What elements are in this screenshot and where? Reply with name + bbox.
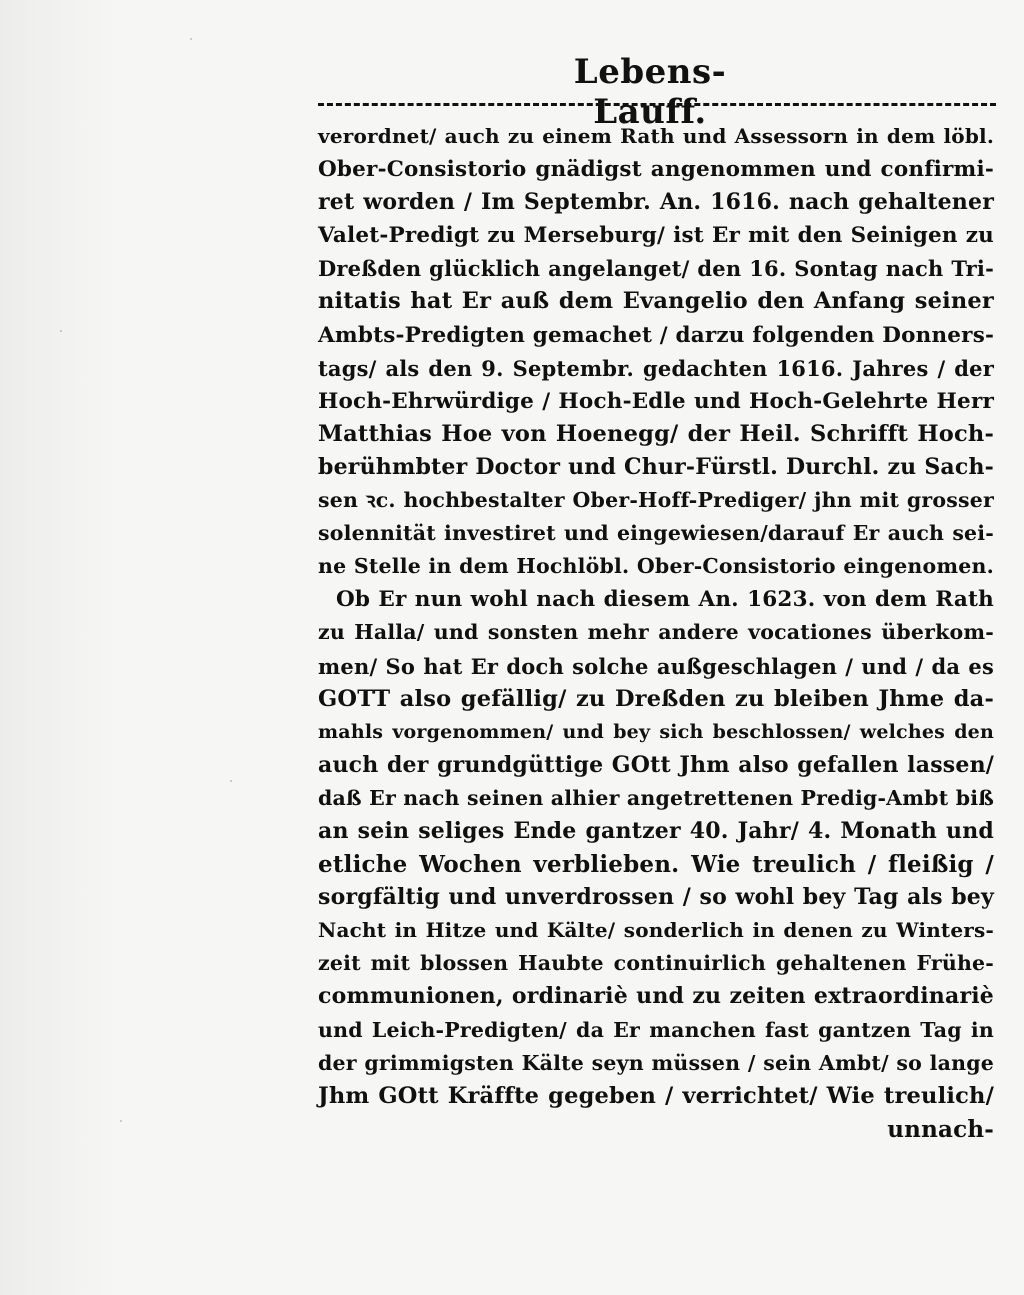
paper-speck <box>60 330 62 332</box>
text-line: nitatis hat Er auß dem Evangelio den Anfang seiner <box>318 288 994 315</box>
text-line: sen ꝛc. hochbestalter Ober-Hoff-Prediger/ jhn mit grosser <box>318 488 994 513</box>
page-margin-shadow <box>0 0 120 1295</box>
text-line: GOTT also gefällig/ zu Dreßden zu bleiben Jhme da- <box>318 685 994 712</box>
text-line: etliche Wochen verblieben. Wie treulich / fleißig / <box>318 851 994 879</box>
text-line: zu Halla/ und sonsten mehr andere vocationes überkom- <box>318 620 994 645</box>
text-line: ret worden / Im Septembr. An. 1616. nach gehaltener <box>318 189 994 216</box>
running-head: Lebens-Lauff. <box>573 52 727 132</box>
text-line: mahls vorgenommen/ und bey sich beschlossen/ welches den <box>318 720 994 743</box>
text-line: Ober-Consistorio gnädigst angenommen und confirmi- <box>318 157 994 183</box>
text-line: ne Stelle in dem Hochlöbl. Ober-Consistorio eingenomen. <box>318 554 994 579</box>
text-line: daß Er nach seinen alhier angetrettenen Predig-Ambt biß <box>318 785 995 810</box>
body-text <box>318 120 994 1146</box>
text-line: der grimmigsten Kälte seyn müssen / sein Ambt/ so lange <box>318 1050 994 1075</box>
text-line: tags/ als den 9. Septembr. gedachten 1616. Jahres / der <box>318 355 994 381</box>
header-rule <box>318 103 996 106</box>
text-line: verordnet/ auch zu einem Rath und Assessorn in dem löbl. <box>318 124 994 148</box>
text-line-name: Matthias Hoe von Hoenegg/ der Heil. Schrifft Hoch- <box>318 420 994 447</box>
text-line: Ambts-Predigten gemachet / darzu folgenden Donners- <box>318 322 995 348</box>
text-line: solennität investiret und eingewiesen/darauf Er auch sei- <box>318 521 994 546</box>
text-line: Hoch-Ehrwürdige / Hoch-Edle und Hoch-Gelehrte Herr <box>318 388 994 414</box>
text-line: Dreßden glücklich angelanget/ den 16. Sontag nach Tri- <box>318 256 994 282</box>
text-line: Jhm GOtt Kräffte gegeben / verrichtet/ Wie treulich/ <box>318 1082 994 1109</box>
paper-speck <box>230 780 232 782</box>
text-line: Nacht in Hitze und Kälte/ sonderlich in denen zu Winters- <box>318 918 994 943</box>
text-line: zeit mit blossen Haubte continuirlich gehaltenen Frühe- <box>318 951 994 976</box>
text-line: auch der grundgüttige GOtt Jhm also gefallen lassen/ <box>318 751 994 778</box>
text-line: men/ So hat Er doch solche außgeschlagen / und / da es <box>318 653 994 679</box>
text-line: und Leich-Predigten/ da Er manchen fast gantzen Tag in <box>318 1017 994 1042</box>
text-line: communionen, ordinariè und zu zeiten extraordinariè <box>318 983 994 1010</box>
paper-speck <box>190 38 192 40</box>
catchword: unnach- <box>887 1115 994 1143</box>
paper-speck <box>120 1120 122 1122</box>
text-line: sorgfältig und unverdrossen / so wohl bey Tag als bey <box>318 884 994 911</box>
text-line: Valet-Predigt zu Merseburg/ ist Er mit den Seinigen zu <box>318 223 994 249</box>
paragraph-start-line: Ob Er nun wohl nach diesem An. 1623. von dem Rath <box>336 587 994 613</box>
text-line: berühmbter Doctor und Chur-Fürstl. Durchl. zu Sach- <box>318 453 994 480</box>
text-line: an sein seliges Ende gantzer 40. Jahr/ 4. Monath und <box>318 817 994 844</box>
